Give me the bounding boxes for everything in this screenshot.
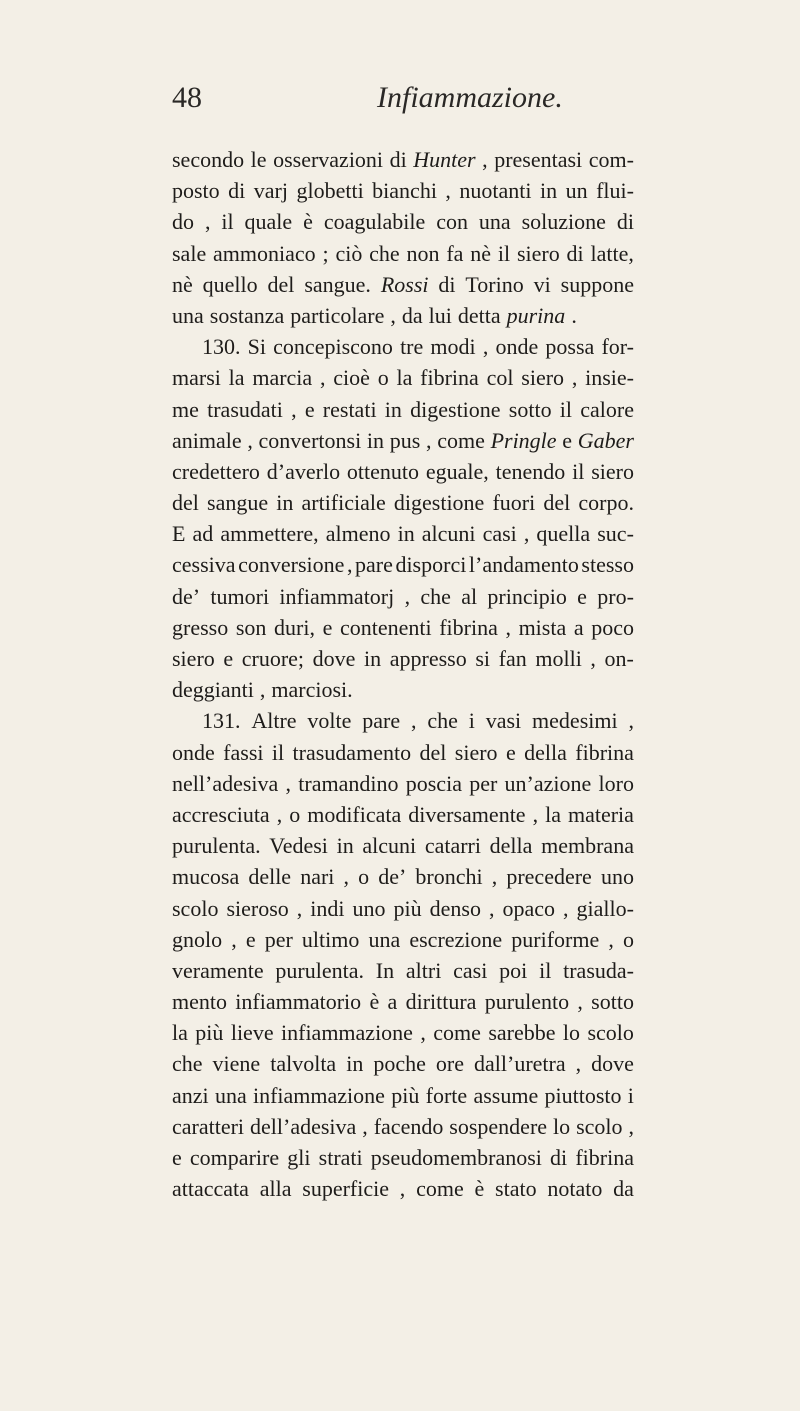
- text-line: secondo le osservazioni di Hunter , presentasi com-: [172, 147, 634, 172]
- text-line: caratteri dell’adesiva , facendo sospendere lo scolo ,: [172, 1113, 634, 1139]
- text-line: veramente purulenta. In altri casi poi il trasuda-: [172, 957, 634, 983]
- text-line: me trasudati , e restati in digestione sotto il calore: [172, 396, 634, 422]
- text-line: onde fassi il trasudamento del siero e della fibrina: [172, 739, 634, 765]
- text-line: marsi la marcia , cioè o la fibrina col siero , insie-: [172, 365, 634, 391]
- text-line: animale , convertonsi in pus , come Pringle e Gaber: [172, 427, 634, 453]
- text-line: nell’adesiva , tramandino poscia per un’azione loro: [172, 770, 634, 796]
- text-line: e comparire gli strati pseudomembranosi di fibrina: [172, 1145, 634, 1170]
- text-line: accresciuta , o modificata diversamente , la materia: [172, 801, 634, 827]
- text-line: mucosa delle nari , o de’ bronchi , precedere uno: [172, 864, 634, 890]
- text-line: la più lieve infiammazione , come sarebbe lo scolo: [172, 1020, 634, 1046]
- text-line: E ad ammettere, almeno in alcuni casi , quella suc-: [172, 521, 634, 547]
- text-line: mento infiammatorio è a dirittura purulento , sotto: [172, 989, 634, 1015]
- text-line: gnolo , e per ultimo una escrezione puriforme , o: [172, 926, 634, 952]
- text-line: che viene talvolta in poche ore dall’uretra , dove: [172, 1051, 634, 1077]
- running-title: Infiammazione.: [377, 81, 563, 114]
- text-line: cessiva conversione , pare disporci l’andamento stesso: [172, 552, 634, 578]
- text-line: de’ tumori infiammatorj , che al principio e pro-: [172, 583, 634, 609]
- text-line: sale ammoniaco ; ciò che non fa nè il siero di latte,: [172, 240, 634, 266]
- text-line: del sangue in artificiale digestione fuori del corpo.: [172, 490, 634, 516]
- text-line: gresso son duri, e contenenti fibrina , mista a poco: [172, 614, 634, 640]
- text-line: nè quello del sangue. Rossi di Torino vi suppone: [172, 271, 634, 297]
- text-line: 130. Si concepiscono tre modi , onde possa for-: [202, 334, 634, 360]
- text-line: scolo sieroso , indi uno più denso , opaco , giallo-: [172, 895, 634, 921]
- text-line: 131. Altre volte pare , che i vasi medesimi ,: [202, 708, 634, 734]
- text-line: credettero d’averlo ottenuto eguale, tenendo il siero: [172, 458, 634, 484]
- text-line: do , il quale è coagulabile con una soluzione di: [172, 209, 634, 235]
- page-header: [172, 81, 632, 121]
- text-line: una sostanza particolare , da lui detta purina .: [172, 302, 577, 328]
- text-line: siero e cruore; dove in appresso si fan molli , on-: [172, 646, 634, 671]
- text-line: anzi una infiammazione più forte assume piuttosto i: [172, 1082, 634, 1108]
- text-line: purulenta. Vedesi in alcuni catarri della membrana: [172, 833, 634, 859]
- text-line: attaccata alla superficie , come è stato notato da: [172, 1176, 634, 1202]
- text-line: deggianti , marciosi.: [172, 677, 353, 703]
- page-number: 48: [172, 81, 202, 114]
- text-line: posto di varj globetti bianchi , nuotanti in un flui-: [172, 178, 634, 204]
- body-text: [172, 144, 634, 1204]
